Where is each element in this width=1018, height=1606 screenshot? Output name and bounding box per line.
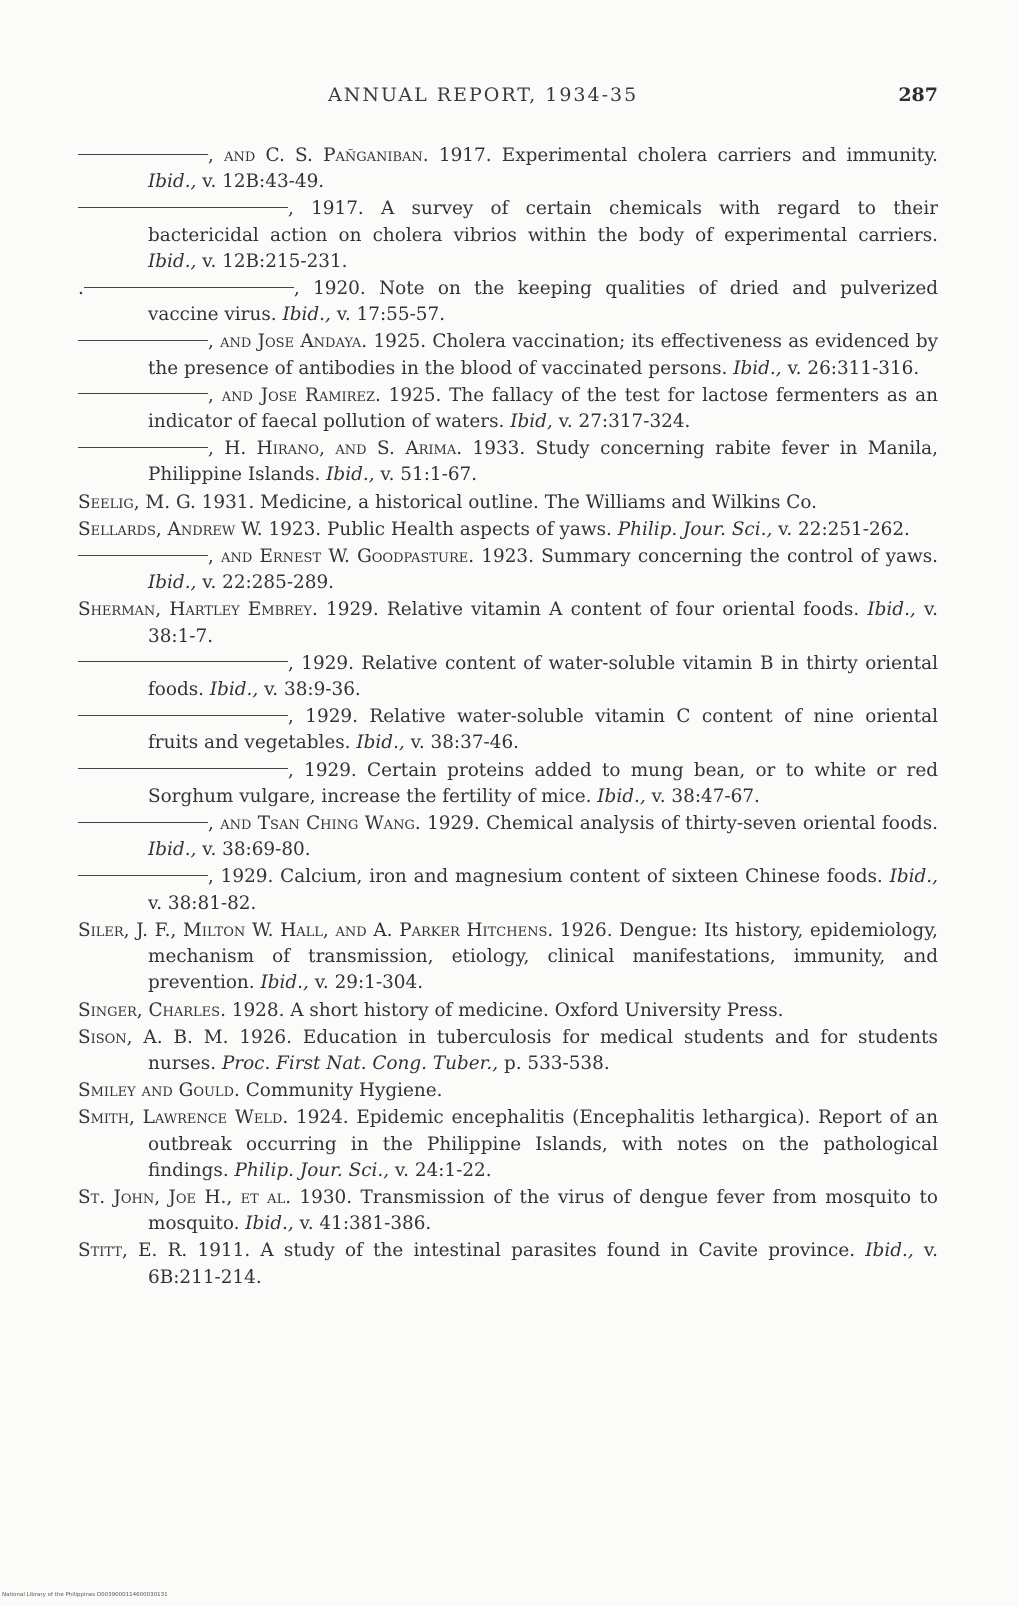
reference-entry: . , 1920. Note on the keeping qualities of dried and pulverized vaccine virus. Ibid., v. 17:55-57. (78, 278, 938, 326)
reference-entry: , H. Hirano, and S. Arima. 1933. Study concerning rabite fever in Manila, Philippine Islands. Ibid., v. 51:1-67. (78, 436, 938, 488)
ditto-dash (78, 768, 288, 769)
reference-list (78, 143, 938, 1291)
reference-entry: Sherman, Hartley Embrey. 1929. Relative vitamin A content of four oriental foods. Ibid., v. 38:1-7. (78, 599, 939, 647)
reference-entry: Seelig, M. G. 1931. Medicine, a historical outline. The Williams and Wilkins Co. (78, 491, 817, 513)
reference-entry: Stitt, E. R. 1911. A study of the intestinal parasites found in Cavite province. Ibid., v. 6B:211-214. (78, 1240, 938, 1288)
ditto-dash (78, 555, 208, 556)
ditto-dash (78, 207, 288, 208)
scan-credit: National Library of the Philippines D0039000114600030131 (2, 1592, 168, 1598)
reference-entry: , and Jose Ramirez. 1925. The fallacy of the test for lactose fermenters as an indicator of faecal pollution of waters. Ibid, v. 27:317-324. (78, 383, 938, 435)
running-title: ANNUAL REPORT, 1934-35 (328, 84, 639, 106)
page-header (78, 84, 938, 114)
ditto-dash (78, 715, 288, 716)
reference-entry: Singer, Charles. 1928. A short history of medicine. Oxford University Press. (78, 999, 784, 1021)
ditto-dash (78, 393, 208, 394)
ditto-dash (78, 340, 208, 341)
reference-entry: , and Tsan Ching Wang. 1929. Chemical analysis of thirty-seven oriental foods. Ibid., v. 38:69-80. (78, 811, 938, 863)
ditto-dash (78, 875, 208, 876)
ditto-dash (78, 154, 208, 155)
ditto-dash (78, 447, 208, 448)
reference-entry: , 1929. Calcium, iron and magnesium content of sixteen Chinese foods. Ibid., v. 38:81-82. (78, 864, 938, 916)
reference-entry: , and Ernest W. Goodpasture. 1923. Summary concerning the control of yaws. Ibid., v. 22:285-289. (78, 544, 938, 596)
reference-entry: , and Jose Andaya. 1925. Cholera vaccination; its effectiveness as evidenced by the presence of antibodies in the blood of vaccinated persons. Ibid., v. 26:311-316. (78, 329, 938, 381)
reference-entry: Siler, J. F., Milton W. Hall, and A. Parker Hitchens. 1926. Dengue: Its history, epidemiology, mechanism of transmission, etiology, clinical manifestations, immunity, and prevention. Ibid., v. 29:1-304. (78, 919, 938, 994)
reference-entry: Smiley and Gould. Community Hygiene. (78, 1080, 443, 1102)
ditto-dash (84, 287, 294, 288)
reference-entry: St. John, Joe H., et al. 1930. Transmission of the virus of dengue fever from mosquito to mosquito. Ibid., v. 41:381-386. (78, 1186, 938, 1235)
ditto-dash (78, 661, 288, 662)
reference-entry: Sellards, Andrew W. 1923. Public Health aspects of yaws. Philip. Jour. Sci., v. 22:251-262. (78, 518, 910, 540)
page-number: 287 (898, 84, 938, 106)
reference-entry: , 1917. A survey of certain chemicals with regard to their bactericidal action on cholera vibrios within the body of experimental carriers. Ibid., v. 12B:215-231. (78, 196, 938, 275)
reference-entry: , 1929. Certain proteins added to mung bean, or to white or red Sorghum vulgare, increase the fertility of mice. Ibid., v. 38:47-67. (78, 758, 938, 810)
reference-entry: Sison, A. B. M. 1926. Education in tuberculosis for medical students and for students nurses. Proc. First Nat. Cong. Tuber., p. 533-538. (78, 1026, 938, 1074)
reference-entry: , 1929. Relative content of water-soluble vitamin B in thirty oriental foods. Ibid., v. 38:9-36. (78, 651, 938, 703)
reference-entry: Smith, Lawrence Weld. 1924. Epidemic encephalitis (Encephalitis lethargica). Report of an outbreak occurring in the Philippine Islands, with notes on the pathological findings. Philip. Jour. Sci., v. 24:1-22. (78, 1107, 938, 1181)
reference-entry: , and C. S. Pañganiban. 1917. Experimental cholera carriers and immunity. Ibid., v. 12B:43-49. (78, 143, 938, 195)
reference-entry: , 1929. Relative water-soluble vitamin C content of nine oriental fruits and vegetables. Ibid., v. 38:37-46. (78, 704, 938, 756)
ditto-dash (78, 822, 208, 823)
